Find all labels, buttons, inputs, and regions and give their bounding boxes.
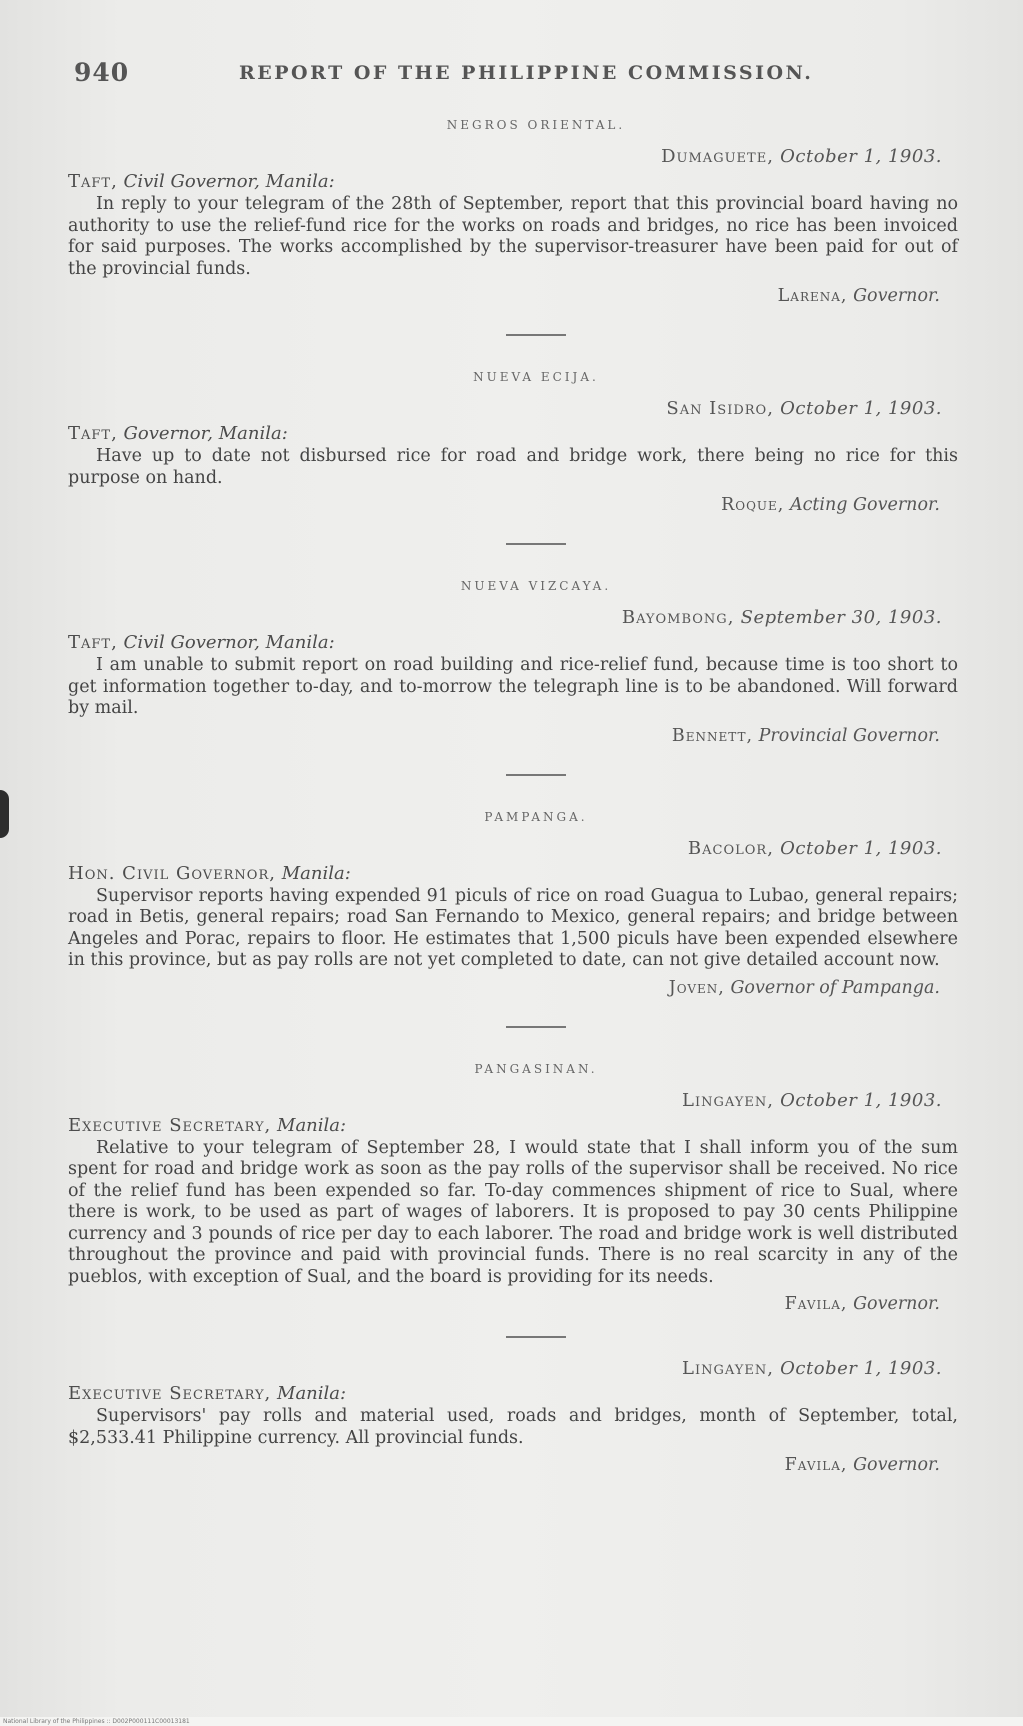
signer-title: Governor.: [853, 1294, 940, 1314]
page-number: 940: [74, 58, 130, 87]
addressee: [68, 632, 964, 653]
place: Lingayen,: [682, 1358, 774, 1379]
signer: Favila,: [784, 1455, 848, 1475]
signer-title: Acting Governor.: [789, 495, 940, 515]
date: October 1, 1903.: [780, 837, 942, 859]
place: Lingayen,: [682, 1089, 774, 1111]
place-date: [68, 838, 964, 859]
section-divider: [506, 774, 566, 776]
telegram-nueva-ecija: [68, 370, 964, 515]
telegram-body: Supervisor reports having expended 91 piculs of rice on road Guagua to Lubao, general repairs; road in Betis, general repairs; road San Fernando to Mexico, general repairs; and bridge between Angeles and Porac, repairs to floor. He estimates that 1,500 piculs have been expended elsewhere in this province, but as pay rolls are not yet completed to date, can not give detailed account now.: [68, 885, 958, 970]
telegram-pangasinan-second: [68, 1358, 964, 1475]
signer-title: Governor.: [853, 286, 940, 306]
signer-title: Governor of Pampanga.: [730, 977, 940, 998]
page-edge-shadow: [0, 790, 9, 838]
place-date: [68, 1090, 964, 1111]
place-date: [68, 607, 964, 628]
telegram-negros-oriental: [68, 118, 964, 306]
signer: Bennett,: [671, 725, 754, 746]
addressee: [68, 423, 964, 444]
signature: [68, 1294, 964, 1314]
date: October 1, 1903.: [780, 1089, 942, 1111]
signature: [68, 286, 964, 306]
signer: Larena,: [777, 286, 848, 306]
running-head: REPORT OF THE PHILIPPINE COMMISSION.: [239, 62, 814, 84]
addressee-title: Governor, Manila:: [123, 423, 288, 444]
addressee-title: Manila:: [277, 1114, 347, 1136]
place: San Isidro,: [666, 398, 774, 419]
addressee: [68, 171, 964, 192]
province-heading: NUEVA ECIJA.: [473, 370, 599, 384]
date: October 1, 1903.: [780, 146, 942, 167]
telegram-body: I am unable to submit report on road building and rice-relief fund, because time is too short to get information together to-day, and to-morrow the telegraph line is to be abandoned. Will forward by mail.: [68, 655, 958, 718]
section-divider: [506, 1026, 566, 1028]
date: October 1, 1903.: [780, 398, 942, 419]
date: October 1, 1903.: [780, 1358, 942, 1379]
page-header: [74, 58, 954, 88]
place: Dumaguete,: [661, 146, 774, 167]
section-divider: [506, 1336, 566, 1338]
addressee-name: Hon. Civil Governor,: [68, 862, 276, 884]
section-divider: [506, 543, 566, 545]
telegram-body: Have up to date not disbursed rice for road and bridge work, there being no rice for this purpose on hand.: [68, 446, 958, 488]
telegram-pangasinan: [68, 1062, 964, 1315]
addressee: [68, 1383, 964, 1404]
telegram-body: In reply to your telegram of the 28th of September, report that this provincial board having no authority to use the relief-fund rice for the works on roads and bridges, no rice has been invoiced for said purposes. The works accomplished by the supervisor-treasurer have been paid for out of the provincial funds.: [68, 194, 958, 279]
place-date: [68, 146, 964, 167]
footer-imprint: National Library of the Philippines :: D002P000111C00013181: [0, 1717, 1023, 1726]
signer-title: Provincial Governor.: [758, 725, 940, 746]
section-divider: [506, 334, 566, 336]
addressee-name: Taft,: [68, 423, 118, 444]
province-heading: NEGROS ORIENTAL.: [446, 118, 626, 132]
signer: Favila,: [784, 1294, 848, 1314]
signer: Roque,: [721, 495, 785, 515]
addressee-title: Civil Governor, Manila:: [123, 171, 335, 192]
telegram-body: Supervisors' pay rolls and material used, roads and bridges, month of September, total, $2,533.41 Philippine currency. All provincial funds.: [68, 1406, 958, 1448]
signer: Joven,: [668, 977, 725, 998]
addressee-name: Executive Secretary,: [68, 1114, 272, 1136]
addressee-name: Taft,: [68, 171, 118, 192]
telegram-body: Relative to your telegram of September 28, I would state that I shall inform you of the sum spent for road and bridge work as soon as the pay rolls of the supervisor shall be received. No rice of the relief fund has been expended so far. To-day commences shipment of rice to Sual, where there is work, to be used as part of wages of laborers. It is proposed to pay 30 cents Philippine currency and 3 pounds of rice per day to each laborer. The road and bridge work is well distributed throughout the province and paid with provincial funds. There is no real scarcity in any of the pueblos, with exception of Sual, and the board is providing for its needs.: [68, 1137, 958, 1287]
place-date: [68, 398, 964, 419]
signer-title: Governor.: [853, 1455, 940, 1475]
addressee: [68, 863, 964, 884]
addressee-title: Civil Governor, Manila:: [123, 632, 335, 653]
addressee-name: Executive Secretary,: [68, 1383, 272, 1404]
telegram-pampanga: [68, 810, 964, 998]
signature: [68, 495, 964, 515]
place: Bacolor,: [687, 837, 774, 859]
telegram-list: [68, 118, 964, 1475]
telegram-nueva-vizcaya: [68, 579, 964, 746]
province-heading: PANGASINAN.: [474, 1061, 598, 1076]
addressee-title: Manila:: [277, 1383, 347, 1404]
date: September 30, 1903.: [740, 607, 942, 628]
addressee-title: Manila:: [281, 862, 351, 884]
signature: [68, 978, 964, 998]
signature: [68, 1455, 964, 1475]
province-heading: NUEVA VIZCAYA.: [460, 579, 612, 593]
addressee: [68, 1115, 964, 1136]
province-heading: PAMPANGA.: [484, 809, 588, 824]
place-date: [68, 1358, 964, 1379]
place: Bayombong,: [621, 607, 735, 628]
signature: [68, 726, 964, 746]
addressee-name: Taft,: [68, 632, 118, 653]
